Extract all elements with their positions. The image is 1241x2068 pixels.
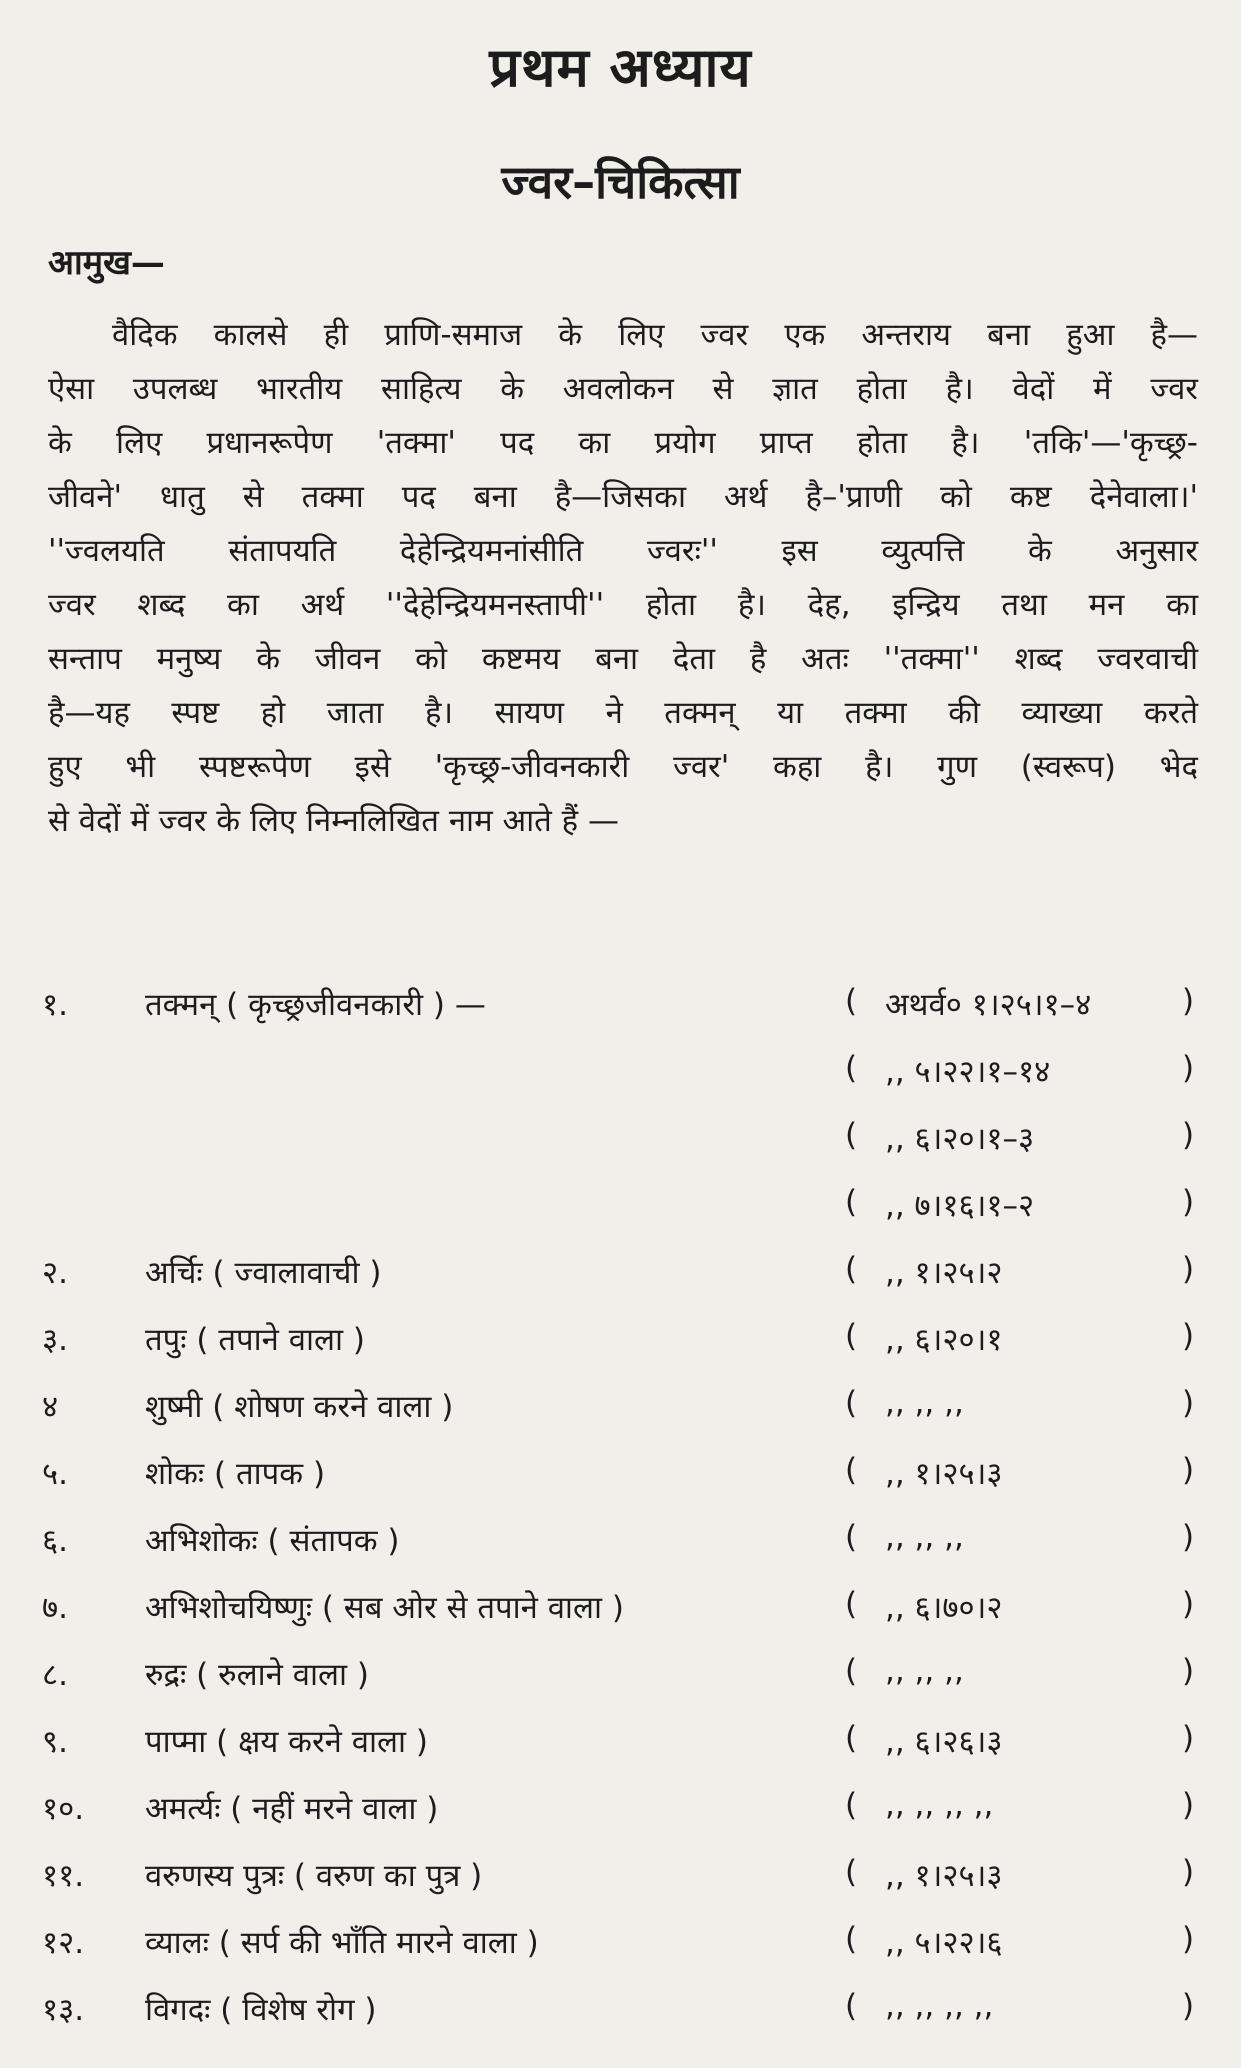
item-number: ७. bbox=[42, 1590, 68, 1626]
list-item bbox=[0, 1310, 1241, 1377]
close-paren: ) bbox=[1182, 1586, 1195, 1622]
open-paren: ( bbox=[845, 1050, 858, 1086]
item-number: १०. bbox=[42, 1791, 85, 1827]
item-number: ८. bbox=[42, 1657, 68, 1693]
item-number: ९. bbox=[42, 1724, 68, 1760]
item-reference: अथर्व० १।२५।१–४ bbox=[885, 987, 1092, 1023]
list-item bbox=[0, 1645, 1241, 1712]
open-paren: ( bbox=[845, 1318, 858, 1354]
chapter-subtitle: ज्वर–चिकित्सा bbox=[501, 155, 740, 209]
open-paren: ( bbox=[845, 1653, 858, 1689]
item-number: २. bbox=[42, 1255, 68, 1291]
paragraph-line: से वेदों में ज्वर के लिए निम्नलिखित नाम आते हैं — bbox=[48, 803, 619, 839]
item-number: १२. bbox=[42, 1925, 85, 1961]
paragraph-line: ऐसा उपलब्ध भारतीय साहित्य के अवलोकन से ज्ञात होता है। वेदों में ज्वर bbox=[48, 371, 1198, 407]
paragraph-line: ज्वर शब्द का अर्थ ''देहेन्द्रियमनस्तापी'' होता है। देह, इन्द्रिय तथा मन का bbox=[48, 587, 1198, 623]
close-paren: ) bbox=[1182, 1720, 1195, 1756]
open-paren: ( bbox=[845, 1854, 858, 1890]
open-paren: ( bbox=[845, 1452, 858, 1488]
open-paren: ( bbox=[845, 1720, 858, 1756]
close-paren: ) bbox=[1182, 983, 1195, 1019]
item-reference: ,, ५।२२।६ bbox=[885, 1925, 1003, 1961]
list-item bbox=[0, 1042, 1241, 1109]
item-reference: ,, ,, ,, bbox=[885, 1653, 964, 1689]
open-paren: ( bbox=[845, 983, 858, 1019]
list-item bbox=[0, 1377, 1241, 1444]
item-term: शोकः ( तापक ) bbox=[145, 1456, 326, 1492]
item-number: ३. bbox=[42, 1322, 68, 1358]
item-number: ५. bbox=[42, 1456, 68, 1492]
section-heading: आमुख— bbox=[48, 243, 165, 283]
close-paren: ) bbox=[1182, 1452, 1195, 1488]
close-paren: ) bbox=[1182, 1854, 1195, 1890]
item-number: ४ bbox=[42, 1389, 59, 1425]
item-term: व्यालः ( सर्प की भाँति मारने वाला ) bbox=[145, 1925, 539, 1961]
paragraph-line: है—यह स्पष्ट हो जाता है। सायण ने तक्मन् या तक्मा की व्याख्या करते bbox=[48, 695, 1198, 731]
open-paren: ( bbox=[845, 1117, 858, 1153]
list-item bbox=[0, 1913, 1241, 1980]
item-reference: ,, ,, ,, ,, bbox=[885, 1787, 994, 1823]
open-paren: ( bbox=[845, 1586, 858, 1622]
close-paren: ) bbox=[1182, 1653, 1195, 1689]
item-reference: ,, ६।२६।३ bbox=[885, 1724, 1003, 1760]
close-paren: ) bbox=[1182, 1050, 1195, 1086]
list-item bbox=[0, 1109, 1241, 1176]
open-paren: ( bbox=[845, 1385, 858, 1421]
list-item bbox=[0, 1712, 1241, 1779]
open-paren: ( bbox=[845, 1251, 858, 1287]
item-term: तपुः ( तपाने वाला ) bbox=[145, 1322, 365, 1358]
list-item bbox=[0, 1511, 1241, 1578]
item-reference: ,, ६।७०।२ bbox=[885, 1590, 1003, 1626]
list-item bbox=[0, 1846, 1241, 1913]
open-paren: ( bbox=[845, 1787, 858, 1823]
item-reference: ,, ,, ,, bbox=[885, 1385, 964, 1421]
close-paren: ) bbox=[1182, 1184, 1195, 1220]
item-term: अभिशोचयिष्णुः ( सब ओर से तपाने वाला ) bbox=[145, 1590, 624, 1626]
item-reference: ,, १।२५।३ bbox=[885, 1858, 1003, 1894]
list-item bbox=[0, 1980, 1241, 2047]
open-paren: ( bbox=[845, 1184, 858, 1220]
close-paren: ) bbox=[1182, 1988, 1195, 2024]
list-item bbox=[0, 1578, 1241, 1645]
list-item bbox=[0, 1779, 1241, 1846]
fever-names-list bbox=[0, 975, 1241, 2047]
item-term: अमर्त्यः ( नहीं मरने वाला ) bbox=[145, 1791, 439, 1827]
chapter-title: प्रथम अध्याय bbox=[489, 36, 752, 99]
open-paren: ( bbox=[845, 1988, 858, 2024]
item-number: ११. bbox=[42, 1858, 85, 1894]
item-reference: ,, ,, ,, ,, bbox=[885, 1988, 994, 2024]
item-term: शुष्मी ( शोषण करने वाला ) bbox=[145, 1389, 454, 1425]
list-item bbox=[0, 975, 1241, 1042]
list-item bbox=[0, 1176, 1241, 1243]
close-paren: ) bbox=[1182, 1787, 1195, 1823]
item-reference: ,, १।२५।२ bbox=[885, 1255, 1003, 1291]
item-reference: ,, ६।२०।१–३ bbox=[885, 1121, 1035, 1157]
open-paren: ( bbox=[845, 1921, 858, 1957]
item-term: विगदः ( विशेष रोग ) bbox=[145, 1992, 377, 2028]
item-term: अर्चिः ( ज्वालावाची ) bbox=[145, 1255, 382, 1291]
item-reference: ,, ,, ,, bbox=[885, 1519, 964, 1555]
item-term: अभिशोकः ( संतापक ) bbox=[145, 1523, 400, 1559]
open-paren: ( bbox=[845, 1519, 858, 1555]
intro-paragraph bbox=[48, 308, 1198, 848]
paragraph-line: जीवने' धातु से तक्मा पद बना है—जिसका अर्थ है–'प्राणी को कष्ट देनेवाला।' bbox=[48, 479, 1198, 515]
close-paren: ) bbox=[1182, 1921, 1195, 1957]
item-reference: ,, ६।२०।१ bbox=[885, 1322, 1003, 1358]
item-term: पाप्मा ( क्षय करने वाला ) bbox=[145, 1724, 428, 1760]
list-item bbox=[0, 1444, 1241, 1511]
item-number: १३. bbox=[42, 1992, 85, 2028]
item-term: वरुणस्य पुत्रः ( वरुण का पुत्र ) bbox=[145, 1858, 483, 1894]
item-term: तक्मन् ( कृच्छ्रजीवनकारी ) — bbox=[145, 987, 486, 1023]
close-paren: ) bbox=[1182, 1519, 1195, 1555]
close-paren: ) bbox=[1182, 1251, 1195, 1287]
paragraph-line: हुए भी स्पष्टरूपेण इसे 'कृच्छ्र-जीवनकारी ज्वर' कहा है। गुण (स्वरूप) भेद bbox=[48, 749, 1198, 785]
item-term: रुद्रः ( रुलाने वाला ) bbox=[145, 1657, 369, 1693]
list-item bbox=[0, 1243, 1241, 1310]
close-paren: ) bbox=[1182, 1385, 1195, 1421]
item-reference: ,, ७।१६।१–२ bbox=[885, 1188, 1035, 1224]
close-paren: ) bbox=[1182, 1318, 1195, 1354]
item-number: ६. bbox=[42, 1523, 68, 1559]
item-reference: ,, ५।२२।१–१४ bbox=[885, 1054, 1051, 1090]
paragraph-line: ''ज्वलयति संतापयति देहेन्द्रियमनांसीति ज्वरः'' इस व्युत्पत्ति के अनुसार bbox=[48, 533, 1198, 569]
item-reference: ,, १।२५।३ bbox=[885, 1456, 1003, 1492]
paragraph-line: सन्ताप मनुष्य के जीवन को कष्टमय बना देता है अतः ''तक्मा'' शब्द ज्वरवाची bbox=[48, 641, 1198, 677]
item-number: १. bbox=[42, 987, 68, 1023]
close-paren: ) bbox=[1182, 1117, 1195, 1153]
paragraph-line: वैदिक कालसे ही प्राणि-समाज के लिए ज्वर एक अन्तराय बना हुआ है— bbox=[112, 317, 1198, 353]
paragraph-line: के लिए प्रधानरूपेण 'तक्मा' पद का प्रयोग प्राप्त होता है। 'तकि'—'कृच्छ्र- bbox=[48, 425, 1198, 461]
